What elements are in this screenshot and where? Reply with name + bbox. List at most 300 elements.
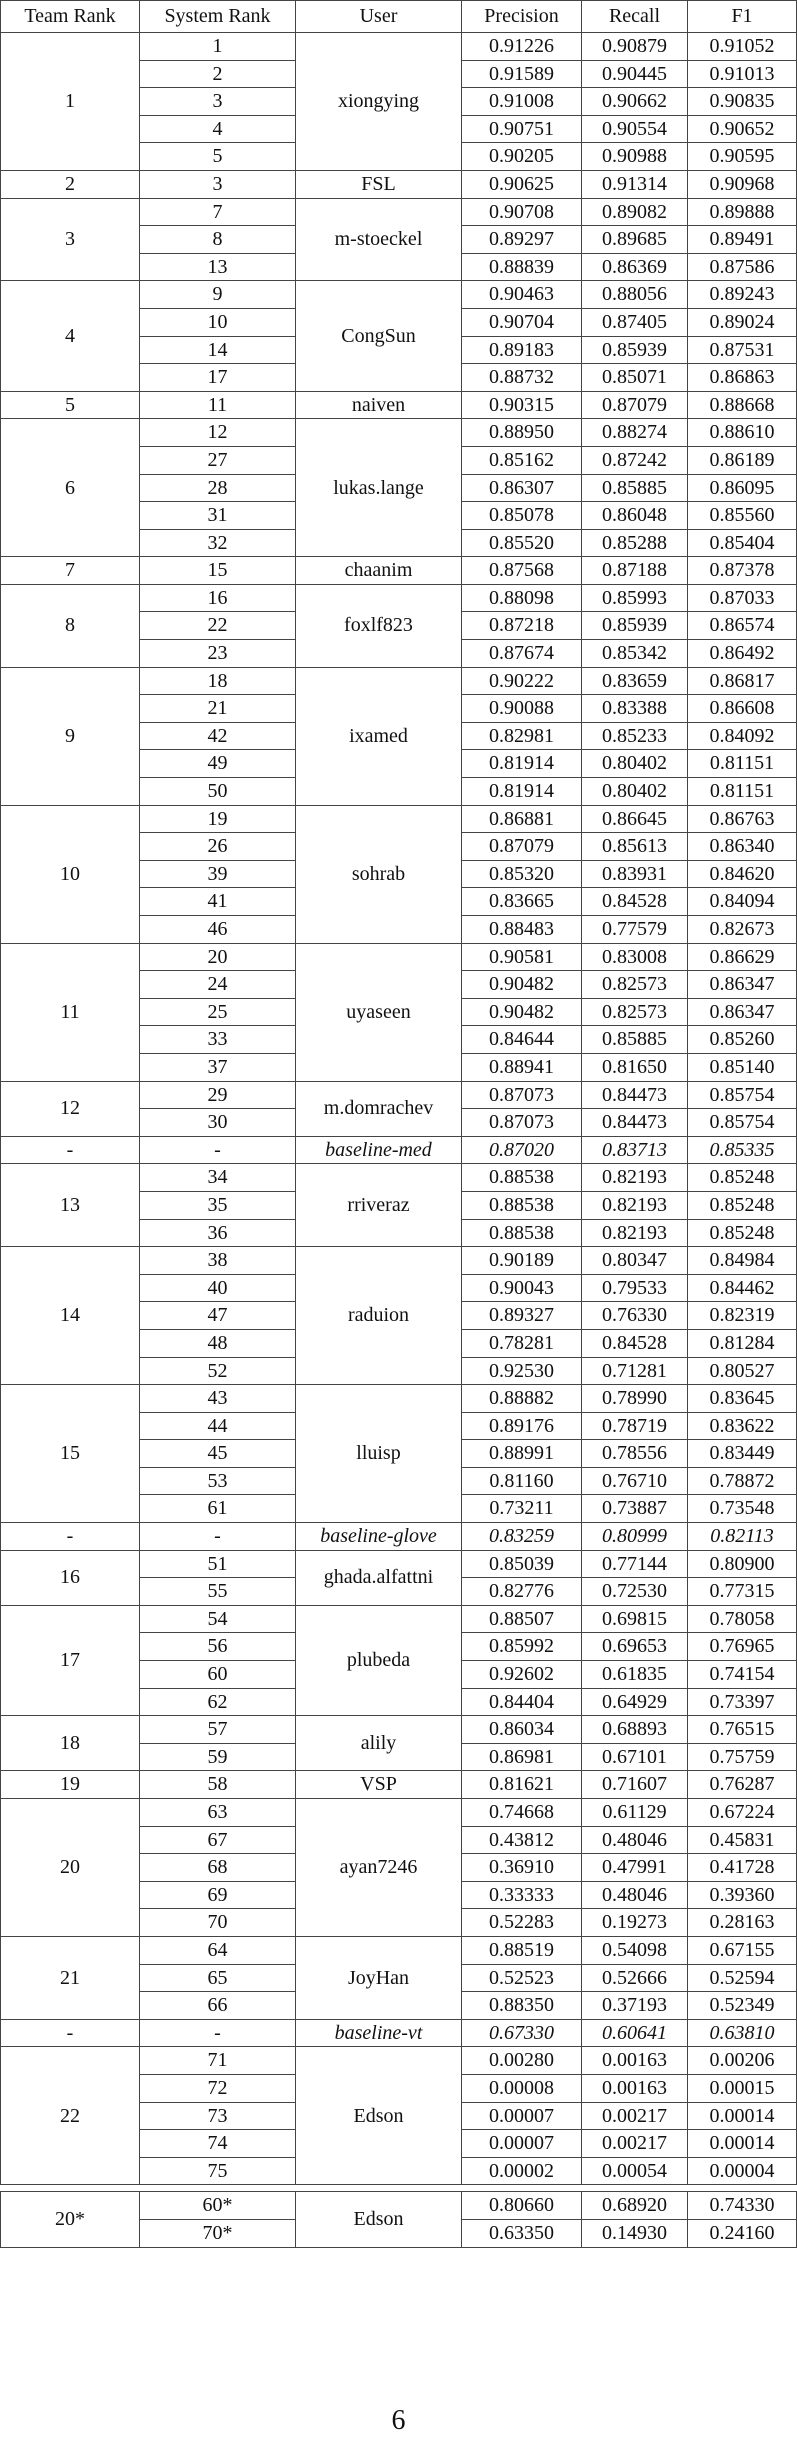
- recall-cell: 0.82193: [582, 1219, 688, 1247]
- table-header-row: [1, 1, 797, 33]
- precision-cell: 0.90708: [462, 198, 582, 226]
- recall-cell: 0.84528: [582, 1329, 688, 1357]
- precision-cell: 0.88882: [462, 1385, 582, 1413]
- precision-cell: 0.00008: [462, 2074, 582, 2102]
- system-rank-cell: 75: [140, 2157, 296, 2185]
- system-rank-cell: 13: [140, 253, 296, 281]
- precision-cell: 0.88519: [462, 1936, 582, 1964]
- team-rank-cell: 20: [1, 1799, 140, 1937]
- user-cell: foxlf823: [296, 584, 462, 667]
- user-cell: uyaseen: [296, 943, 462, 1081]
- precision-cell: 0.00007: [462, 2102, 582, 2130]
- precision-cell: 0.90482: [462, 971, 582, 999]
- f1-cell: 0.85754: [688, 1109, 797, 1137]
- f1-cell: 0.84092: [688, 722, 797, 750]
- system-rank-cell: 31: [140, 502, 296, 530]
- f1-cell: 0.00014: [688, 2130, 797, 2158]
- team-rank-cell: 20*: [1, 2192, 140, 2247]
- table-separator: [1, 2185, 797, 2192]
- f1-cell: 0.00014: [688, 2102, 797, 2130]
- system-rank-cell: -: [140, 2019, 296, 2047]
- recall-cell: 0.80402: [582, 750, 688, 778]
- system-rank-cell: 62: [140, 1688, 296, 1716]
- f1-cell: 0.89888: [688, 198, 797, 226]
- precision-cell: 0.89327: [462, 1302, 582, 1330]
- system-rank-cell: 53: [140, 1467, 296, 1495]
- precision-cell: 0.88538: [462, 1219, 582, 1247]
- precision-cell: 0.92530: [462, 1357, 582, 1385]
- f1-cell: 0.73397: [688, 1688, 797, 1716]
- system-rank-cell: 36: [140, 1219, 296, 1247]
- recall-cell: 0.90879: [582, 33, 688, 61]
- recall-cell: 0.00054: [582, 2157, 688, 2185]
- recall-cell: 0.54098: [582, 1936, 688, 1964]
- recall-cell: 0.85885: [582, 1026, 688, 1054]
- system-rank-cell: 16: [140, 584, 296, 612]
- recall-cell: 0.87188: [582, 557, 688, 585]
- f1-cell: 0.80527: [688, 1357, 797, 1385]
- precision-cell: 0.87020: [462, 1136, 582, 1164]
- table-row: [1, 1136, 797, 1164]
- system-rank-cell: 3: [140, 88, 296, 116]
- system-rank-cell: 52: [140, 1357, 296, 1385]
- system-rank-cell: 67: [140, 1826, 296, 1854]
- recall-cell: 0.86369: [582, 253, 688, 281]
- system-rank-cell: 69: [140, 1881, 296, 1909]
- team-rank-cell: 3: [1, 198, 140, 281]
- f1-cell: 0.86347: [688, 971, 797, 999]
- table-row: [1, 1385, 797, 1413]
- precision-cell: 0.88941: [462, 1053, 582, 1081]
- user-cell: VSP: [296, 1771, 462, 1799]
- f1-cell: 0.85335: [688, 1136, 797, 1164]
- recall-cell: 0.00163: [582, 2074, 688, 2102]
- f1-cell: 0.86817: [688, 667, 797, 695]
- f1-cell: 0.86340: [688, 833, 797, 861]
- precision-cell: 0.88538: [462, 1164, 582, 1192]
- f1-cell: 0.82673: [688, 916, 797, 944]
- recall-cell: 0.83931: [582, 860, 688, 888]
- f1-cell: 0.86763: [688, 805, 797, 833]
- f1-cell: 0.85404: [688, 529, 797, 557]
- f1-cell: 0.85260: [688, 1026, 797, 1054]
- system-rank-cell: 27: [140, 446, 296, 474]
- precision-cell: 0.90222: [462, 667, 582, 695]
- user-cell: CongSun: [296, 281, 462, 391]
- f1-cell: 0.89491: [688, 226, 797, 254]
- recall-cell: 0.83713: [582, 1136, 688, 1164]
- table-row: [1, 391, 797, 419]
- system-rank-cell: 4: [140, 115, 296, 143]
- precision-cell: 0.73211: [462, 1495, 582, 1523]
- f1-cell: 0.90835: [688, 88, 797, 116]
- team-rank-cell: -: [1, 1523, 140, 1551]
- team-rank-cell: 9: [1, 667, 140, 805]
- table-row: [1, 33, 797, 61]
- recall-cell: 0.82573: [582, 971, 688, 999]
- f1-cell: 0.84984: [688, 1247, 797, 1275]
- system-rank-cell: 60: [140, 1661, 296, 1689]
- recall-cell: 0.60641: [582, 2019, 688, 2047]
- f1-cell: 0.86629: [688, 943, 797, 971]
- system-rank-cell: 72: [140, 2074, 296, 2102]
- system-rank-cell: 73: [140, 2102, 296, 2130]
- recall-cell: 0.76330: [582, 1302, 688, 1330]
- table-body: [1, 33, 797, 2248]
- system-rank-cell: 57: [140, 1716, 296, 1744]
- recall-cell: 0.81650: [582, 1053, 688, 1081]
- f1-cell: 0.85560: [688, 502, 797, 530]
- f1-cell: 0.86095: [688, 474, 797, 502]
- precision-cell: 0.88098: [462, 584, 582, 612]
- system-rank-cell: 14: [140, 336, 296, 364]
- f1-cell: 0.81151: [688, 750, 797, 778]
- team-rank-cell: 15: [1, 1385, 140, 1523]
- recall-cell: 0.85993: [582, 584, 688, 612]
- system-rank-cell: 33: [140, 1026, 296, 1054]
- recall-cell: 0.85071: [582, 364, 688, 392]
- recall-cell: 0.85288: [582, 529, 688, 557]
- recall-cell: 0.80999: [582, 1523, 688, 1551]
- system-rank-cell: 10: [140, 308, 296, 336]
- recall-cell: 0.87079: [582, 391, 688, 419]
- precision-cell: 0.90463: [462, 281, 582, 309]
- system-rank-cell: 63: [140, 1799, 296, 1827]
- precision-cell: 0.82776: [462, 1578, 582, 1606]
- f1-cell: 0.24160: [688, 2219, 797, 2247]
- header-system-rank: System Rank: [140, 1, 296, 33]
- system-rank-cell: 54: [140, 1605, 296, 1633]
- system-rank-cell: 41: [140, 888, 296, 916]
- recall-cell: 0.90662: [582, 88, 688, 116]
- system-rank-cell: 64: [140, 1936, 296, 1964]
- precision-cell: 0.88839: [462, 253, 582, 281]
- f1-cell: 0.84462: [688, 1274, 797, 1302]
- precision-cell: 0.90482: [462, 998, 582, 1026]
- team-rank-cell: 17: [1, 1605, 140, 1715]
- recall-cell: 0.69653: [582, 1633, 688, 1661]
- system-rank-cell: 47: [140, 1302, 296, 1330]
- f1-cell: 0.39360: [688, 1881, 797, 1909]
- recall-cell: 0.85342: [582, 640, 688, 668]
- table-row: [1, 1247, 797, 1275]
- precision-cell: 0.63350: [462, 2219, 582, 2247]
- recall-cell: 0.83659: [582, 667, 688, 695]
- precision-cell: 0.74668: [462, 1799, 582, 1827]
- separator-cell: [1, 2185, 797, 2192]
- precision-cell: 0.90581: [462, 943, 582, 971]
- system-rank-cell: 42: [140, 722, 296, 750]
- precision-cell: 0.90751: [462, 115, 582, 143]
- table-row: [1, 1936, 797, 1964]
- precision-cell: 0.90625: [462, 170, 582, 198]
- precision-cell: 0.81914: [462, 778, 582, 806]
- user-cell: lukas.lange: [296, 419, 462, 557]
- system-rank-cell: 1: [140, 33, 296, 61]
- team-rank-cell: 6: [1, 419, 140, 557]
- f1-cell: 0.82113: [688, 1523, 797, 1551]
- system-rank-cell: 37: [140, 1053, 296, 1081]
- precision-cell: 0.84644: [462, 1026, 582, 1054]
- system-rank-cell: 7: [140, 198, 296, 226]
- precision-cell: 0.85039: [462, 1550, 582, 1578]
- team-rank-cell: 18: [1, 1716, 140, 1771]
- system-rank-cell: 2: [140, 60, 296, 88]
- precision-cell: 0.91008: [462, 88, 582, 116]
- precision-cell: 0.81914: [462, 750, 582, 778]
- recall-cell: 0.71607: [582, 1771, 688, 1799]
- user-cell: xiongying: [296, 33, 462, 171]
- precision-cell: 0.00002: [462, 2157, 582, 2185]
- team-rank-cell: 21: [1, 1936, 140, 2019]
- system-rank-cell: 3: [140, 170, 296, 198]
- user-cell: m-stoeckel: [296, 198, 462, 281]
- system-rank-cell: 40: [140, 1274, 296, 1302]
- team-rank-cell: -: [1, 1136, 140, 1164]
- system-rank-cell: 65: [140, 1964, 296, 1992]
- system-rank-cell: 15: [140, 557, 296, 585]
- precision-cell: 0.67330: [462, 2019, 582, 2047]
- team-rank-cell: -: [1, 2019, 140, 2047]
- table-row: [1, 2192, 797, 2220]
- recall-cell: 0.85939: [582, 336, 688, 364]
- user-cell: JoyHan: [296, 1936, 462, 2019]
- precision-cell: 0.91226: [462, 33, 582, 61]
- system-rank-cell: 71: [140, 2047, 296, 2075]
- f1-cell: 0.76287: [688, 1771, 797, 1799]
- precision-cell: 0.89297: [462, 226, 582, 254]
- precision-cell: 0.86034: [462, 1716, 582, 1744]
- team-rank-cell: 16: [1, 1550, 140, 1605]
- system-rank-cell: 68: [140, 1854, 296, 1882]
- recall-cell: 0.48046: [582, 1881, 688, 1909]
- precision-cell: 0.52283: [462, 1909, 582, 1937]
- precision-cell: 0.88483: [462, 916, 582, 944]
- recall-cell: 0.78556: [582, 1440, 688, 1468]
- recall-cell: 0.14930: [582, 2219, 688, 2247]
- f1-cell: 0.86189: [688, 446, 797, 474]
- precision-cell: 0.84404: [462, 1688, 582, 1716]
- user-cell: baseline-glove: [296, 1523, 462, 1551]
- precision-cell: 0.91589: [462, 60, 582, 88]
- recall-cell: 0.85613: [582, 833, 688, 861]
- precision-cell: 0.90704: [462, 308, 582, 336]
- user-cell: ixamed: [296, 667, 462, 805]
- recall-cell: 0.91314: [582, 170, 688, 198]
- precision-cell: 0.89183: [462, 336, 582, 364]
- precision-cell: 0.85992: [462, 1633, 582, 1661]
- f1-cell: 0.91052: [688, 33, 797, 61]
- precision-cell: 0.85078: [462, 502, 582, 530]
- team-rank-cell: 12: [1, 1081, 140, 1136]
- user-cell: lluisp: [296, 1385, 462, 1523]
- recall-cell: 0.87242: [582, 446, 688, 474]
- table-row: [1, 198, 797, 226]
- f1-cell: 0.00004: [688, 2157, 797, 2185]
- system-rank-cell: 70*: [140, 2219, 296, 2247]
- f1-cell: 0.85248: [688, 1191, 797, 1219]
- f1-cell: 0.88668: [688, 391, 797, 419]
- user-cell: naiven: [296, 391, 462, 419]
- system-rank-cell: 8: [140, 226, 296, 254]
- precision-cell: 0.33333: [462, 1881, 582, 1909]
- precision-cell: 0.36910: [462, 1854, 582, 1882]
- system-rank-cell: 12: [140, 419, 296, 447]
- user-cell: baseline-med: [296, 1136, 462, 1164]
- system-rank-cell: 22: [140, 612, 296, 640]
- f1-cell: 0.85248: [688, 1219, 797, 1247]
- table-row: [1, 1523, 797, 1551]
- f1-cell: 0.41728: [688, 1854, 797, 1882]
- precision-cell: 0.87073: [462, 1109, 582, 1137]
- team-rank-cell: 11: [1, 943, 140, 1081]
- recall-cell: 0.77579: [582, 916, 688, 944]
- table-row: [1, 2047, 797, 2075]
- precision-cell: 0.85162: [462, 446, 582, 474]
- user-cell: FSL: [296, 170, 462, 198]
- f1-cell: 0.85754: [688, 1081, 797, 1109]
- f1-cell: 0.86863: [688, 364, 797, 392]
- recall-cell: 0.64929: [582, 1688, 688, 1716]
- f1-cell: 0.63810: [688, 2019, 797, 2047]
- team-rank-cell: 10: [1, 805, 140, 943]
- f1-cell: 0.67224: [688, 1799, 797, 1827]
- table-row: [1, 667, 797, 695]
- recall-cell: 0.82193: [582, 1191, 688, 1219]
- system-rank-cell: 49: [140, 750, 296, 778]
- table-row: [1, 419, 797, 447]
- recall-cell: 0.19273: [582, 1909, 688, 1937]
- f1-cell: 0.83622: [688, 1412, 797, 1440]
- recall-cell: 0.85233: [582, 722, 688, 750]
- recall-cell: 0.90988: [582, 143, 688, 171]
- precision-cell: 0.88538: [462, 1191, 582, 1219]
- system-rank-cell: 23: [140, 640, 296, 668]
- precision-cell: 0.78281: [462, 1329, 582, 1357]
- system-rank-cell: 30: [140, 1109, 296, 1137]
- f1-cell: 0.86347: [688, 998, 797, 1026]
- system-rank-cell: 24: [140, 971, 296, 999]
- precision-cell: 0.90189: [462, 1247, 582, 1275]
- f1-cell: 0.86608: [688, 695, 797, 723]
- system-rank-cell: 60*: [140, 2192, 296, 2220]
- precision-cell: 0.86307: [462, 474, 582, 502]
- f1-cell: 0.76515: [688, 1716, 797, 1744]
- f1-cell: 0.87586: [688, 253, 797, 281]
- precision-cell: 0.83259: [462, 1523, 582, 1551]
- f1-cell: 0.74154: [688, 1661, 797, 1689]
- precision-cell: 0.88991: [462, 1440, 582, 1468]
- recall-cell: 0.48046: [582, 1826, 688, 1854]
- f1-cell: 0.73548: [688, 1495, 797, 1523]
- recall-cell: 0.67101: [582, 1743, 688, 1771]
- precision-cell: 0.90315: [462, 391, 582, 419]
- recall-cell: 0.47991: [582, 1854, 688, 1882]
- system-rank-cell: 61: [140, 1495, 296, 1523]
- f1-cell: 0.84094: [688, 888, 797, 916]
- table-row: [1, 805, 797, 833]
- table-row: [1, 557, 797, 585]
- f1-cell: 0.89024: [688, 308, 797, 336]
- recall-cell: 0.90445: [582, 60, 688, 88]
- precision-cell: 0.85520: [462, 529, 582, 557]
- user-cell: m.domrachev: [296, 1081, 462, 1136]
- recall-cell: 0.80402: [582, 778, 688, 806]
- header-user: User: [296, 1, 462, 33]
- system-rank-cell: 58: [140, 1771, 296, 1799]
- f1-cell: 0.67155: [688, 1936, 797, 1964]
- user-cell: chaanim: [296, 557, 462, 585]
- recall-cell: 0.86645: [582, 805, 688, 833]
- recall-cell: 0.84473: [582, 1081, 688, 1109]
- precision-cell: 0.52523: [462, 1964, 582, 1992]
- recall-cell: 0.61835: [582, 1661, 688, 1689]
- user-cell: plubeda: [296, 1605, 462, 1715]
- recall-cell: 0.68893: [582, 1716, 688, 1744]
- system-rank-cell: 39: [140, 860, 296, 888]
- precision-cell: 0.88507: [462, 1605, 582, 1633]
- system-rank-cell: -: [140, 1523, 296, 1551]
- precision-cell: 0.88950: [462, 419, 582, 447]
- system-rank-cell: 17: [140, 364, 296, 392]
- recall-cell: 0.37193: [582, 1992, 688, 2020]
- f1-cell: 0.87033: [688, 584, 797, 612]
- system-rank-cell: 51: [140, 1550, 296, 1578]
- system-rank-cell: 29: [140, 1081, 296, 1109]
- f1-cell: 0.86492: [688, 640, 797, 668]
- f1-cell: 0.76965: [688, 1633, 797, 1661]
- recall-cell: 0.77144: [582, 1550, 688, 1578]
- recall-cell: 0.76710: [582, 1467, 688, 1495]
- precision-cell: 0.87079: [462, 833, 582, 861]
- recall-cell: 0.89685: [582, 226, 688, 254]
- team-rank-cell: 8: [1, 584, 140, 667]
- recall-cell: 0.88056: [582, 281, 688, 309]
- user-cell: alily: [296, 1716, 462, 1771]
- f1-cell: 0.84620: [688, 860, 797, 888]
- user-cell: ayan7246: [296, 1799, 462, 1937]
- system-rank-cell: 32: [140, 529, 296, 557]
- system-rank-cell: 74: [140, 2130, 296, 2158]
- f1-cell: 0.75759: [688, 1743, 797, 1771]
- recall-cell: 0.83388: [582, 695, 688, 723]
- system-rank-cell: 50: [140, 778, 296, 806]
- f1-cell: 0.00206: [688, 2047, 797, 2075]
- f1-cell: 0.91013: [688, 60, 797, 88]
- precision-cell: 0.80660: [462, 2192, 582, 2220]
- precision-cell: 0.90205: [462, 143, 582, 171]
- system-rank-cell: 34: [140, 1164, 296, 1192]
- precision-cell: 0.87568: [462, 557, 582, 585]
- table-row: [1, 1799, 797, 1827]
- recall-cell: 0.82573: [582, 998, 688, 1026]
- team-rank-cell: 14: [1, 1247, 140, 1385]
- precision-cell: 0.82981: [462, 722, 582, 750]
- system-rank-cell: 35: [140, 1191, 296, 1219]
- f1-cell: 0.85140: [688, 1053, 797, 1081]
- team-rank-cell: 5: [1, 391, 140, 419]
- f1-cell: 0.81151: [688, 778, 797, 806]
- system-rank-cell: 59: [140, 1743, 296, 1771]
- table-row: [1, 943, 797, 971]
- recall-cell: 0.71281: [582, 1357, 688, 1385]
- precision-cell: 0.43812: [462, 1826, 582, 1854]
- f1-cell: 0.86574: [688, 612, 797, 640]
- precision-cell: 0.00007: [462, 2130, 582, 2158]
- f1-cell: 0.52594: [688, 1964, 797, 1992]
- recall-cell: 0.69815: [582, 1605, 688, 1633]
- f1-cell: 0.90595: [688, 143, 797, 171]
